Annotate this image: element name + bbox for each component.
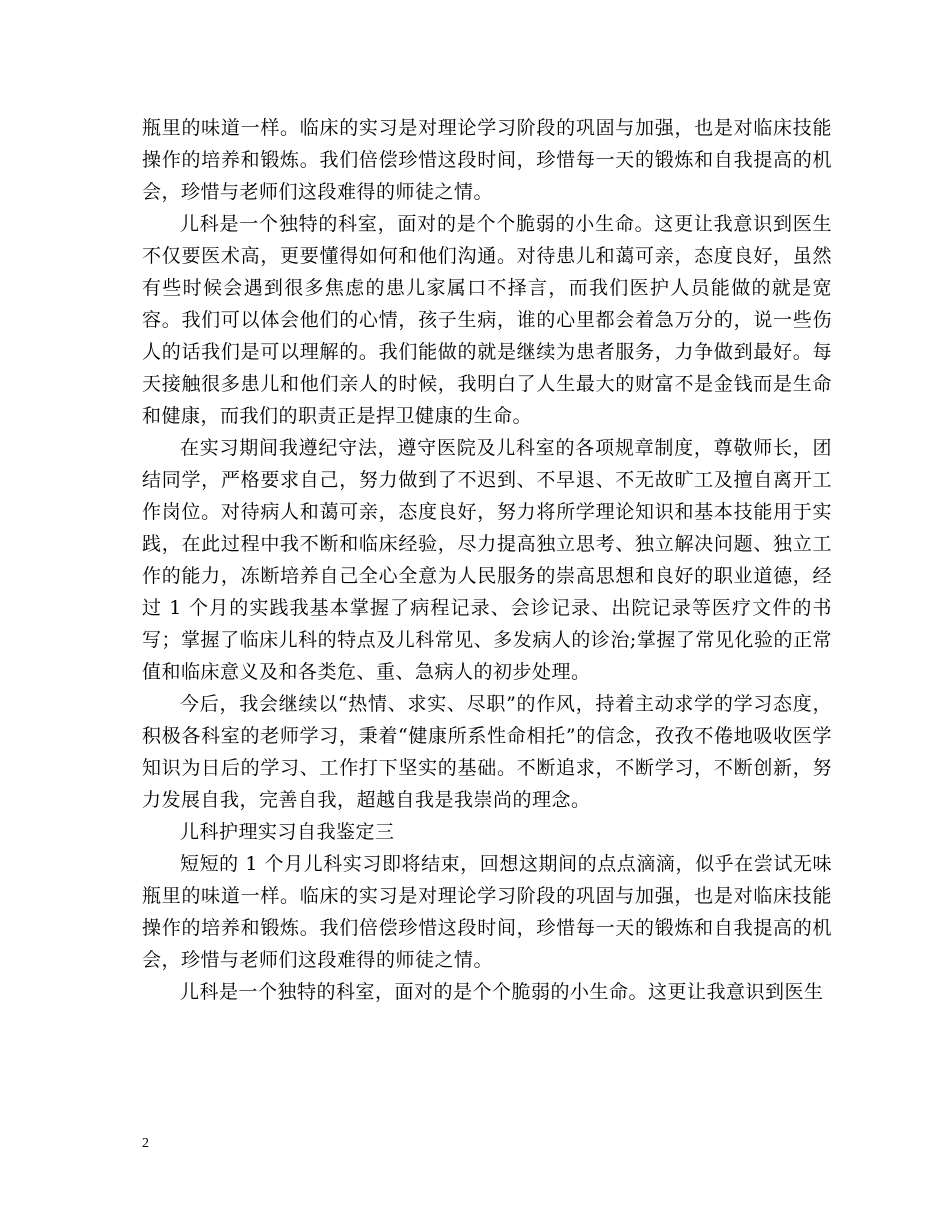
paragraph-6: 儿科是一个独特的科室，面对的是个个脆弱的小生命。这更让我意识到医生 [180,981,824,1003]
section-heading: 儿科护理实习自我鉴定三 [180,821,395,843]
paragraph-4: 今后，我会继续以“热情、求实、尽职”的作风，持着主动求学的学习态度，积极各科室的老师学习，秉着“健康所系性命相托”的信念，孜孜不倦地吸收医学知识为日后的学习、工作打下坚实的基础。不断追求，不断学习，不断创新，努力发展自我，完善自我，超越自我是我崇尚的理念。 [142,693,832,811]
paragraph-5: 短短的 1 个月儿科实习即将结束，回想这期间的点点滴滴，似乎在尝试无味瓶里的味道一样。临床的实习是对理论学习阶段的巩固与加强，也是对临床技能操作的培养和锻炼。我们倍偿珍惜这段时间，珍惜每一天的锻炼和自我提高的机会，珍惜与老师们这段难得的师徒之情。 [142,853,832,971]
paragraph-1: 瓶里的味道一样。临床的实习是对理论学习阶段的巩固与加强，也是对临床技能操作的培养和锻炼。我们倍偿珍惜这段时间，珍惜每一天的锻炼和自我提高的机会，珍惜与老师们这段难得的师徒之情。 [142,117,832,203]
paragraph-3: 在实习期间我遵纪守法，遵守医院及儿科室的各项规章制度，尊敬师长，团结同学，严格要求自己，努力做到了不迟到、不早退、不无故旷工及擅自离开工作岗位。对待病人和蔼可亲，态度良好，努力将所学理论知识和基本技能用于实践，在此过程中我不断和临床经验，尽力提高独立思考、独立解决问题、独立工作的能力，冻断培养自己全心全意为人民服务的崇高思想和良好的职业道德，经过 1 个月的实践我基本掌握了病程记录、会诊记录、出院记录等医疗文件的书写；掌握了临床儿科的特点及儿科常见、多发病人的诊治;掌握了常见化验的正常值和临床意义及和各类危、重、急病人的初步处理。 [142,437,832,683]
document-body [142,112,832,1008]
paragraph-2: 儿科是一个独特的科室，面对的是个个脆弱的小生命。这更让我意识到医生不仅要医术高，更要懂得如何和他们沟通。对待患儿和蔼可亲，态度良好，虽然有些时候会遇到很多焦虑的患儿家属口不择言，而我们医护人员能做的就是宽容。我们可以体会他们的心情，孩子生病，谁的心里都会着急万分的，说一些伤人的话我们是可以理解的。我们能做的就是继续为患者服务，力争做到最好。每天接触很多患儿和他们亲人的时候，我明白了人生最大的财富不是金钱而是生命和健康，而我们的职责正是捍卫健康的生命。 [142,213,832,427]
page-number: 2 [142,1136,149,1151]
